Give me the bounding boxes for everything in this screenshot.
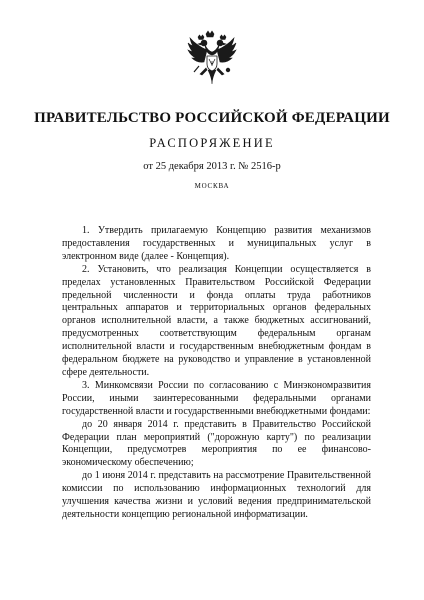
government-title: ПРАВИТЕЛЬСТВО РОССИЙСКОЙ ФЕДЕРАЦИИ: [34, 110, 390, 126]
paragraph-2: 2. Установить, что реализация Концепции осуществляется в пределах установленных Правительством Российской Федерации предельной численности и фонда оплаты труда работников центральных аппаратов и территориальных органов федеральных органов исполнительной власти, а также бюджетных ассигнований, предусмотренных соответствующим федеральным органам исполнительной власти и государственным внебюджетным фондам в федеральном бюджете на руководство и управление в установленной сфере деятельности.: [62, 263, 371, 378]
document-city: МОСКВА: [194, 182, 230, 190]
paragraph-1: 1. Утвердить прилагаемую Концепцию развития механизмов предоставления государственных и муниципальных услуг в электронном виде (далее - Концепция).: [62, 225, 371, 262]
document-body: [62, 225, 371, 522]
document-type: РАСПОРЯЖЕНИЕ: [149, 136, 275, 150]
paragraph-3: 3. Минкомсвязи России по согласованию с Минэкономразвития России, иными заинтересованными федеральными органами государственной власти и государственными внебюджетными фондами:: [62, 379, 371, 417]
document-date-number: от 25 декабря 2013 г. № 2516-р: [143, 161, 281, 172]
paragraph-3a: до 20 января 2014 г. представить в Правительство Российской Федерации план мероприятий ("дорожную карту") по реализации Концепции, предусмотрев мероприятия по ее финансово-экономическому обеспечению;: [62, 418, 371, 469]
coat-of-arms-icon: [185, 28, 239, 88]
paragraph-3b: до 1 июня 2014 г. представить на рассмотрение Правительственной комиссии по использованию информационных технологий для улучшения качества жизни и условий ведения предпринимательской деятельности концепцию региональной информатизации.: [62, 470, 371, 520]
